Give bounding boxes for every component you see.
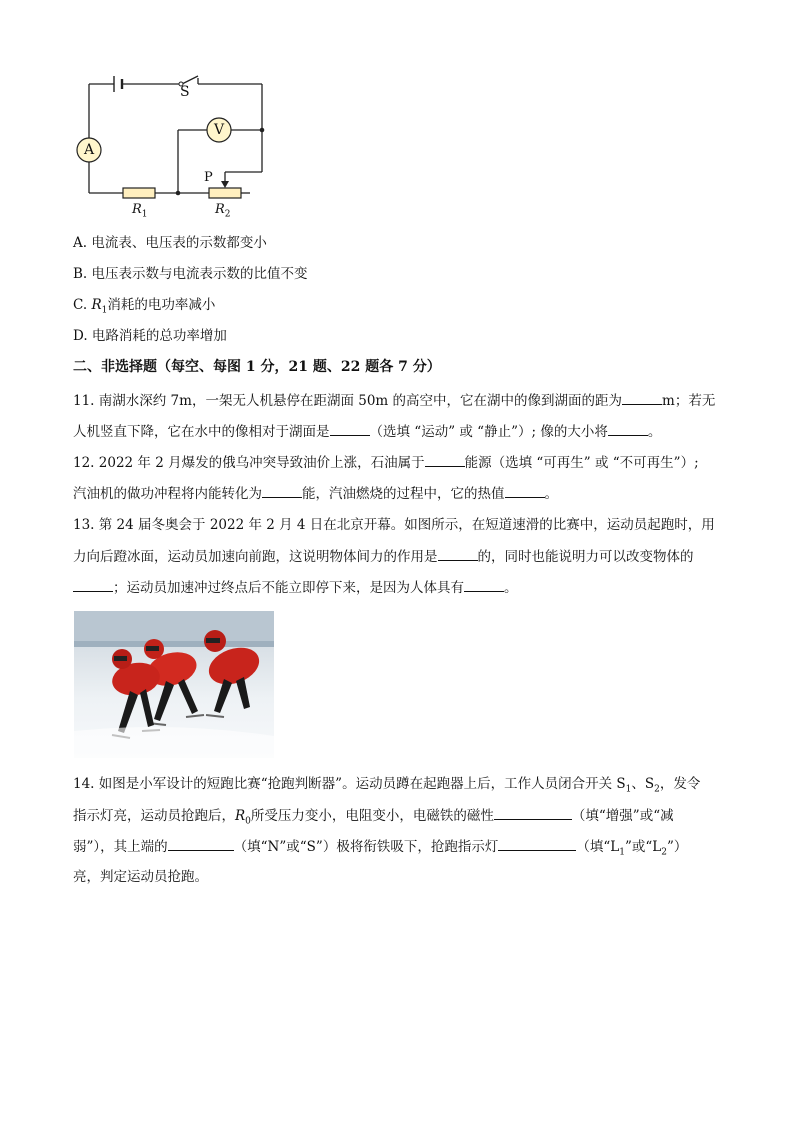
answer-blank[interactable] (494, 805, 572, 820)
option-c: C. $R_1$消耗的电功率减小 (73, 297, 216, 316)
q14-line2: 指示灯亮，运动员抢跑后，$R_0$所受压力变小，电阻变小，电磁铁的磁性 （填“增强”或“减 (73, 805, 674, 832)
section-title: 二、非选择题（每空、每图 1 分，21 题、22 题各 7 分） (73, 359, 441, 375)
voltmeter-label: V (214, 122, 225, 138)
answer-blank[interactable] (608, 421, 648, 436)
answer-blank[interactable] (73, 577, 113, 592)
answer-blank[interactable] (262, 483, 302, 498)
answer-blank[interactable] (622, 390, 662, 405)
slider-label: P (204, 170, 213, 185)
answer-blank[interactable] (168, 836, 234, 851)
option-a: A. 电流表、电压表的示数都变小 (73, 235, 267, 251)
q12-line1: 12. 2022 年 2 月爆发的俄乌冲突导致油价上涨，石油属于 能源（选填 “可再生” 或 “不可再生”）; (73, 452, 699, 473)
q14-line4: 亮，判定运动员抢跑。 (73, 869, 208, 885)
r2-label: $R_2$ (215, 202, 231, 220)
option-b: B. 电压表示数与电流表示数的比值不变 (73, 266, 308, 282)
ammeter-label: A (84, 142, 95, 158)
resistor-r1 (123, 188, 155, 198)
answer-blank[interactable] (438, 546, 478, 561)
answer-blank[interactable] (498, 836, 576, 851)
answer-blank[interactable] (505, 483, 545, 498)
option-d: D. 电路消耗的总功率增加 (73, 328, 227, 344)
speed-skating-photo (74, 611, 274, 758)
switch-label: S (180, 84, 190, 100)
q13-line1: 13. 第 24 届冬奥会于 2022 年 2 月 4 日在北京开幕。如图所示，在短道速滑的比赛中，运动员起跑时，用 (73, 517, 715, 533)
q12-line2: 汽油机的做功冲程将内能转化为 能，汽油燃烧的过程中，它的热值 。 (73, 483, 558, 504)
q11-line1: 11. 南湖水深约 7m，一架无人机悬停在距湖面 50m 的高空中，它在湖中的像到湖面的距为 m；若无 (73, 390, 715, 411)
q14-line1: 14. 如图是小军设计的短跑比赛“抢跑判断器”。运动员蹲在起跑器上后，工作人员闭合开关 $S_1$、$S_2$，发令 (73, 776, 701, 795)
q14-line3: 弱”），其上端的 （填“N”或“S”）极将衔铁吸下，抢跑指示灯 （填“$L_1$”或“$L_2$”） (73, 836, 687, 863)
q11-line2: 人机竖直下降，它在水中的像相对于湖面是 （选填 “运动” 或 “静止”）; 像的大小将 。 (73, 421, 661, 442)
r1-label: $R_1$ (132, 202, 148, 220)
answer-blank[interactable] (425, 452, 465, 467)
answer-blank[interactable] (464, 577, 504, 592)
q13-line2: 力向后蹬冰面，运动员加速向前跑，这说明物体间力的作用是 的，同时也能说明力可以改变物体的 (73, 546, 694, 567)
answer-blank[interactable] (330, 421, 370, 436)
resistor-r2 (209, 188, 241, 198)
q13-line3: ；运动员加速冲过终点后不能立即停下来，是因为人体具有 。 (73, 577, 518, 598)
circuit-diagram (70, 68, 280, 223)
